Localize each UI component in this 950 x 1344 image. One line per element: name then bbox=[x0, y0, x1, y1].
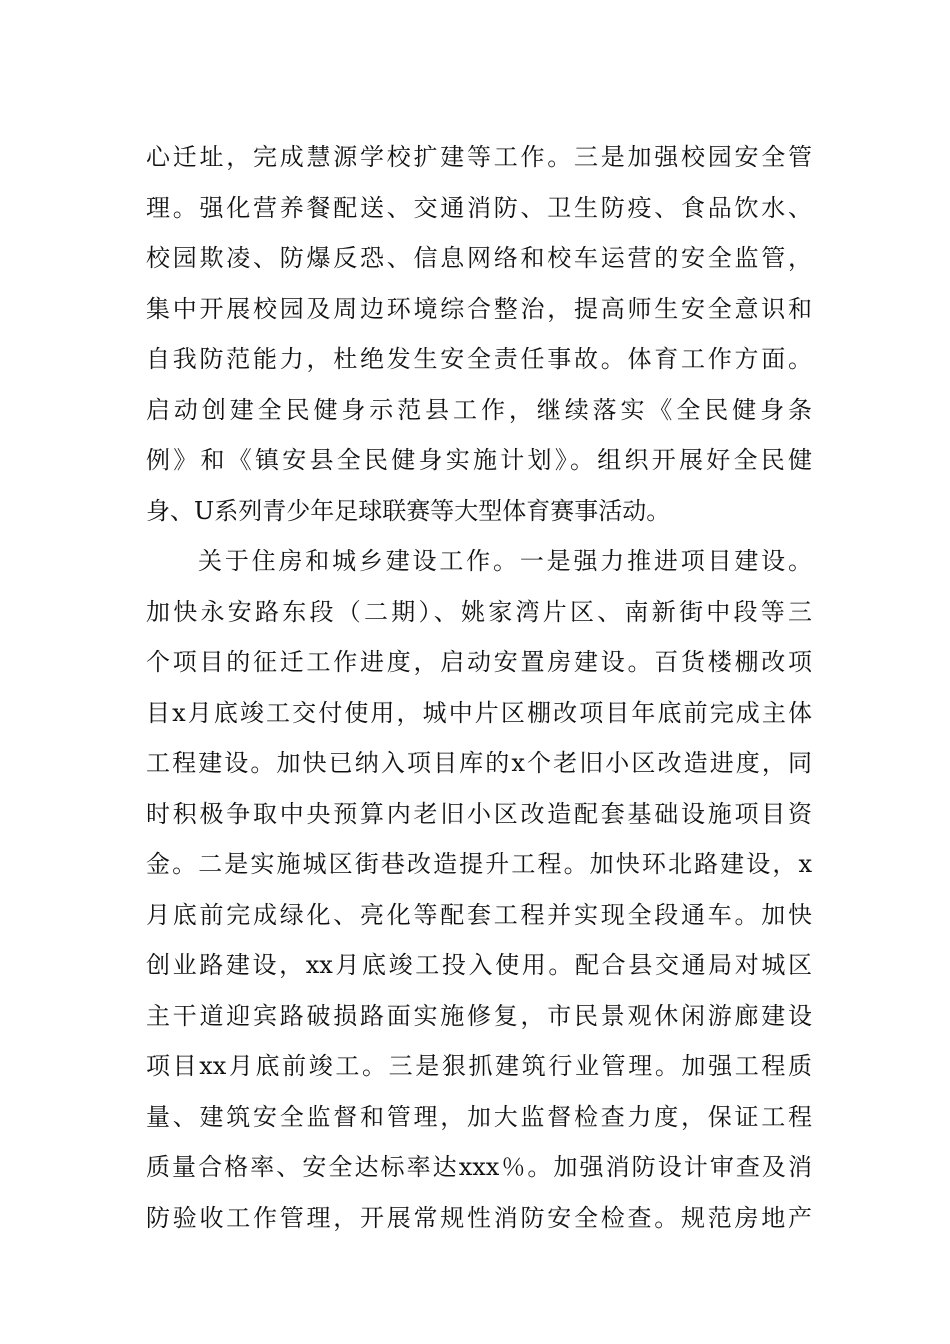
text-line: 月底前完成绿化、亮化等配套工程并实现全段通车。加快 bbox=[146, 900, 812, 929]
paragraph-start-line: 关于住房和城乡建设工作。一是强力推进项目建设。 bbox=[198, 547, 812, 575]
text-line: 创业路建设，xx月底竣工投入使用。配合县交通局对城区 bbox=[146, 951, 812, 979]
text-line: 理。强化营养餐配送、交通消防、卫生防疫、食品饮水、 bbox=[146, 193, 812, 222]
text-line: 量、建筑安全监督和管理，加大监督检查力度，保证工程 bbox=[146, 1102, 812, 1131]
text-line: 质量合格率、安全达标率达xxx％。加强消防设计审查及消 bbox=[146, 1153, 812, 1181]
text-line: 心迁址，完成慧源学校扩建等工作。三是加强校园安全管 bbox=[146, 143, 812, 171]
text-line: 防验收工作管理，开展常规性消防安全检查。规范房地产 bbox=[146, 1203, 812, 1232]
text-line: 时积极争取中央预算内老旧小区改造配套基础设施项目资 bbox=[146, 799, 812, 828]
text-line: 例》和《镇安县全民健身实施计划》。组织开展好全民健 bbox=[146, 446, 812, 474]
text-line: 启动创建全民健身示范县工作，继续落实《全民健身条 bbox=[146, 395, 812, 424]
text-line: 金。二是实施城区街巷改造提升工程。加快环北路建设，x bbox=[146, 850, 812, 878]
text-line: 身、U系列青少年足球联赛等大型体育赛事活动。 bbox=[146, 496, 671, 525]
text-line: 校园欺凌、防爆反恐、信息网络和校车运营的安全监管， bbox=[146, 244, 812, 272]
text-line: 目x月底竣工交付使用，城中片区棚改项目年底前完成主体 bbox=[146, 698, 812, 727]
text-line: 个项目的征迁工作进度，启动安置房建设。百货楼棚改项 bbox=[146, 648, 812, 676]
text-line: 工程建设。加快已纳入项目库的x个老旧小区改造进度，同 bbox=[146, 749, 812, 777]
text-line: 加快永安路东段（二期）、姚家湾片区、南新街中段等三 bbox=[146, 597, 812, 626]
document-body bbox=[146, 132, 812, 1243]
text-line: 主干道迎宾路破损路面实施修复，市民景观休闲游廊建设 bbox=[146, 1001, 812, 1030]
text-line: 自我防范能力，杜绝发生安全责任事故。体育工作方面。 bbox=[146, 345, 812, 373]
text-line: 集中开展校园及周边环境综合整治，提高师生安全意识和 bbox=[146, 294, 812, 323]
text-line: 项目xx月底前竣工。三是狠抓建筑行业管理。加强工程质 bbox=[146, 1052, 812, 1080]
